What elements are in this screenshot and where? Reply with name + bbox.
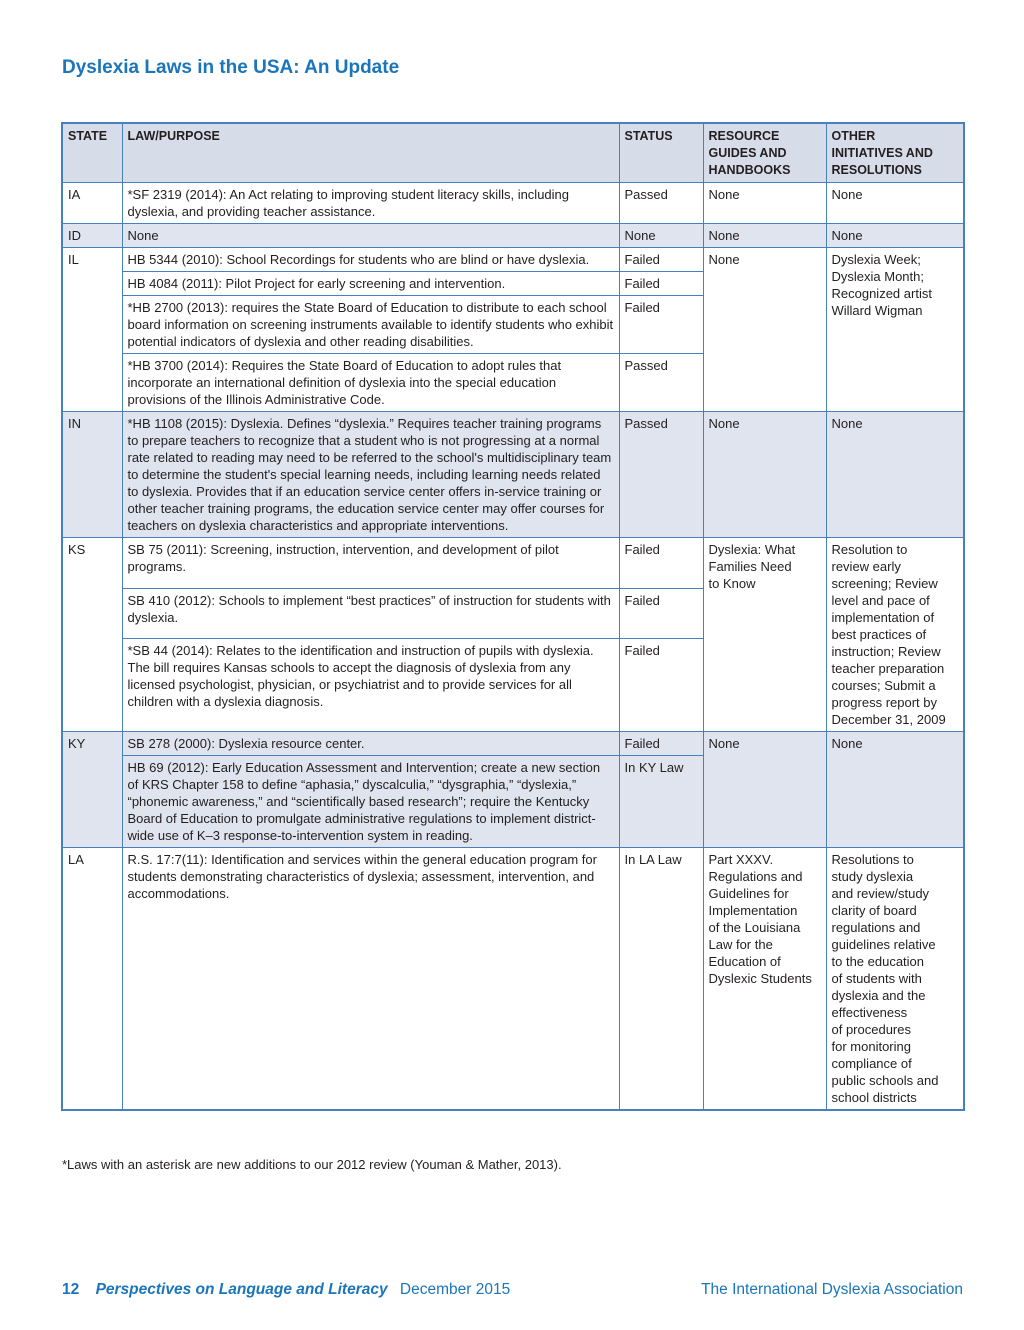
header-status: STATUS	[619, 123, 703, 183]
law-cell: R.S. 17:7(11): Identification and services within the general education program for students demonstrating characteristics of dyslexia; assessment, intervention, and accommodations.	[122, 848, 619, 1111]
organization-name: The International Dyslexia Association	[701, 1281, 963, 1298]
table-row	[62, 224, 964, 248]
table-row	[62, 848, 964, 1111]
table-row	[62, 183, 964, 224]
resources-cell: None	[703, 248, 826, 412]
table-row	[62, 412, 964, 538]
law-cell: *SB 44 (2014): Relates to the identification and instruction of pupils with dyslexia. The bill requires Kansas schools to accept the diagnosis of dyslexia from any licensed psychologist, physician, or psychiatrist and to provide services for all children with a dyslexia diagnosis.	[122, 639, 619, 732]
status-cell: Failed	[619, 248, 703, 272]
status-cell: Failed	[619, 272, 703, 296]
table-row	[62, 538, 964, 589]
page-footer	[62, 1281, 963, 1299]
resources-cell: Dyslexia: What Families Need to Know	[703, 538, 826, 732]
dyslexia-laws-table	[61, 122, 965, 1111]
status-cell: Failed	[619, 588, 703, 639]
other-cell: None	[826, 412, 964, 538]
page-number: 12	[62, 1281, 80, 1298]
issue-date: December 2015	[399, 1281, 511, 1298]
header-state: STATE	[62, 123, 122, 183]
law-cell: SB 75 (2011): Screening, instruction, intervention, and development of pilot programs.	[122, 538, 619, 589]
journal-title: Perspectives on Language and Literacy	[95, 1281, 388, 1298]
law-cell: *HB 2700 (2013): requires the State Board of Education to distribute to each school board information on screening instruments available to identify students who exhibit potential indicators of dyslexia and other reading disabilities.	[122, 296, 619, 354]
resources-cell: None	[703, 732, 826, 848]
table-row	[62, 732, 964, 756]
status-cell: Failed	[619, 732, 703, 756]
state-cell: LA	[62, 848, 122, 1111]
status-cell: Failed	[619, 538, 703, 589]
header-resource-guides: RESOURCE GUIDES AND HANDBOOKS	[703, 123, 826, 183]
state-cell: IL	[62, 248, 122, 412]
status-cell: Passed	[619, 412, 703, 538]
state-cell: ID	[62, 224, 122, 248]
status-cell: Failed	[619, 296, 703, 354]
law-cell: SB 410 (2012): Schools to implement “best practices” of instruction for students with dyslexia.	[122, 588, 619, 639]
state-cell: IN	[62, 412, 122, 538]
resources-cell: None	[703, 412, 826, 538]
state-cell: KS	[62, 538, 122, 732]
footnote: *Laws with an asterisk are new additions to our 2012 review (Youman & Mather, 2013).	[62, 1157, 562, 1172]
other-cell: None	[826, 732, 964, 848]
law-cell: *HB 3700 (2014): Requires the State Board of Education to adopt rules that incorporate an international definition of dyslexia into the special education provisions of the Illinois Administrative Code.	[122, 354, 619, 412]
state-cell: KY	[62, 732, 122, 848]
other-cell: Resolution to review early screening; Review level and pace of implementation of best practices of instruction; Review teacher preparation courses; Submit a progress report by December 31, 2009	[826, 538, 964, 732]
other-cell: None	[826, 224, 964, 248]
resources-cell: None	[703, 183, 826, 224]
other-cell: Dyslexia Week; Dyslexia Month; Recognized artist Willard Wigman	[826, 248, 964, 412]
other-cell: None	[826, 183, 964, 224]
header-law-purpose: LAW/PURPOSE	[122, 123, 619, 183]
status-cell: In LA Law	[619, 848, 703, 1111]
law-cell: HB 5344 (2010): School Recordings for students who are blind or have dyslexia.	[122, 248, 619, 272]
law-cell: *SF 2319 (2014): An Act relating to improving student literacy skills, including dyslexia, and providing teacher assistance.	[122, 183, 619, 224]
other-cell: Resolutions to study dyslexia and review/study clarity of board regulations and guidelines relative to the education of students with dyslexia and the effectiveness of procedures for monitoring compliance of public schools and school districts	[826, 848, 964, 1111]
table-row	[62, 248, 964, 272]
status-cell: In KY Law	[619, 756, 703, 848]
law-cell: *HB 1108 (2015): Dyslexia. Defines “dyslexia.” Requires teacher training programs to prepare teachers to recognize that a student who is not progressing at a normal rate related to reading may need to be referred to the school's multidisciplinary team to determine the student's special learning needs, including learning needs related to dyslexia. Provides that if an education service center offers in-service training or other teacher training programs, the education service center may offer courses for teachers on dyslexia characteristics and appropriate interventions.	[122, 412, 619, 538]
status-cell: None	[619, 224, 703, 248]
law-cell: HB 69 (2012): Early Education Assessment and Intervention; create a new section of KRS Chapter 158 to define “aphasia,” dyscalculia,” “dysgraphia,” “dyslexia,” “phonemic awareness,” and “scientifically based research”; require the Kentucky Board of Education to promulgate administrative regulations to implement district-wide use of K–3 response-to-intervention system in reading.	[122, 756, 619, 848]
table-header-row	[62, 123, 964, 183]
state-cell: IA	[62, 183, 122, 224]
resources-cell: None	[703, 224, 826, 248]
status-cell: Failed	[619, 639, 703, 732]
resources-cell: Part XXXV. Regulations and Guidelines for Implementation of the Louisiana Law for the Education of Dyslexic Students	[703, 848, 826, 1111]
status-cell: Passed	[619, 354, 703, 412]
page-title: Dyslexia Laws in the USA: An Update	[62, 57, 400, 78]
law-cell: None	[122, 224, 619, 248]
status-cell: Passed	[619, 183, 703, 224]
header-other-initiatives: OTHER INITIATIVES AND RESOLUTIONS	[826, 123, 964, 183]
law-cell: HB 4084 (2011): Pilot Project for early screening and intervention.	[122, 272, 619, 296]
law-cell: SB 278 (2000): Dyslexia resource center.	[122, 732, 619, 756]
